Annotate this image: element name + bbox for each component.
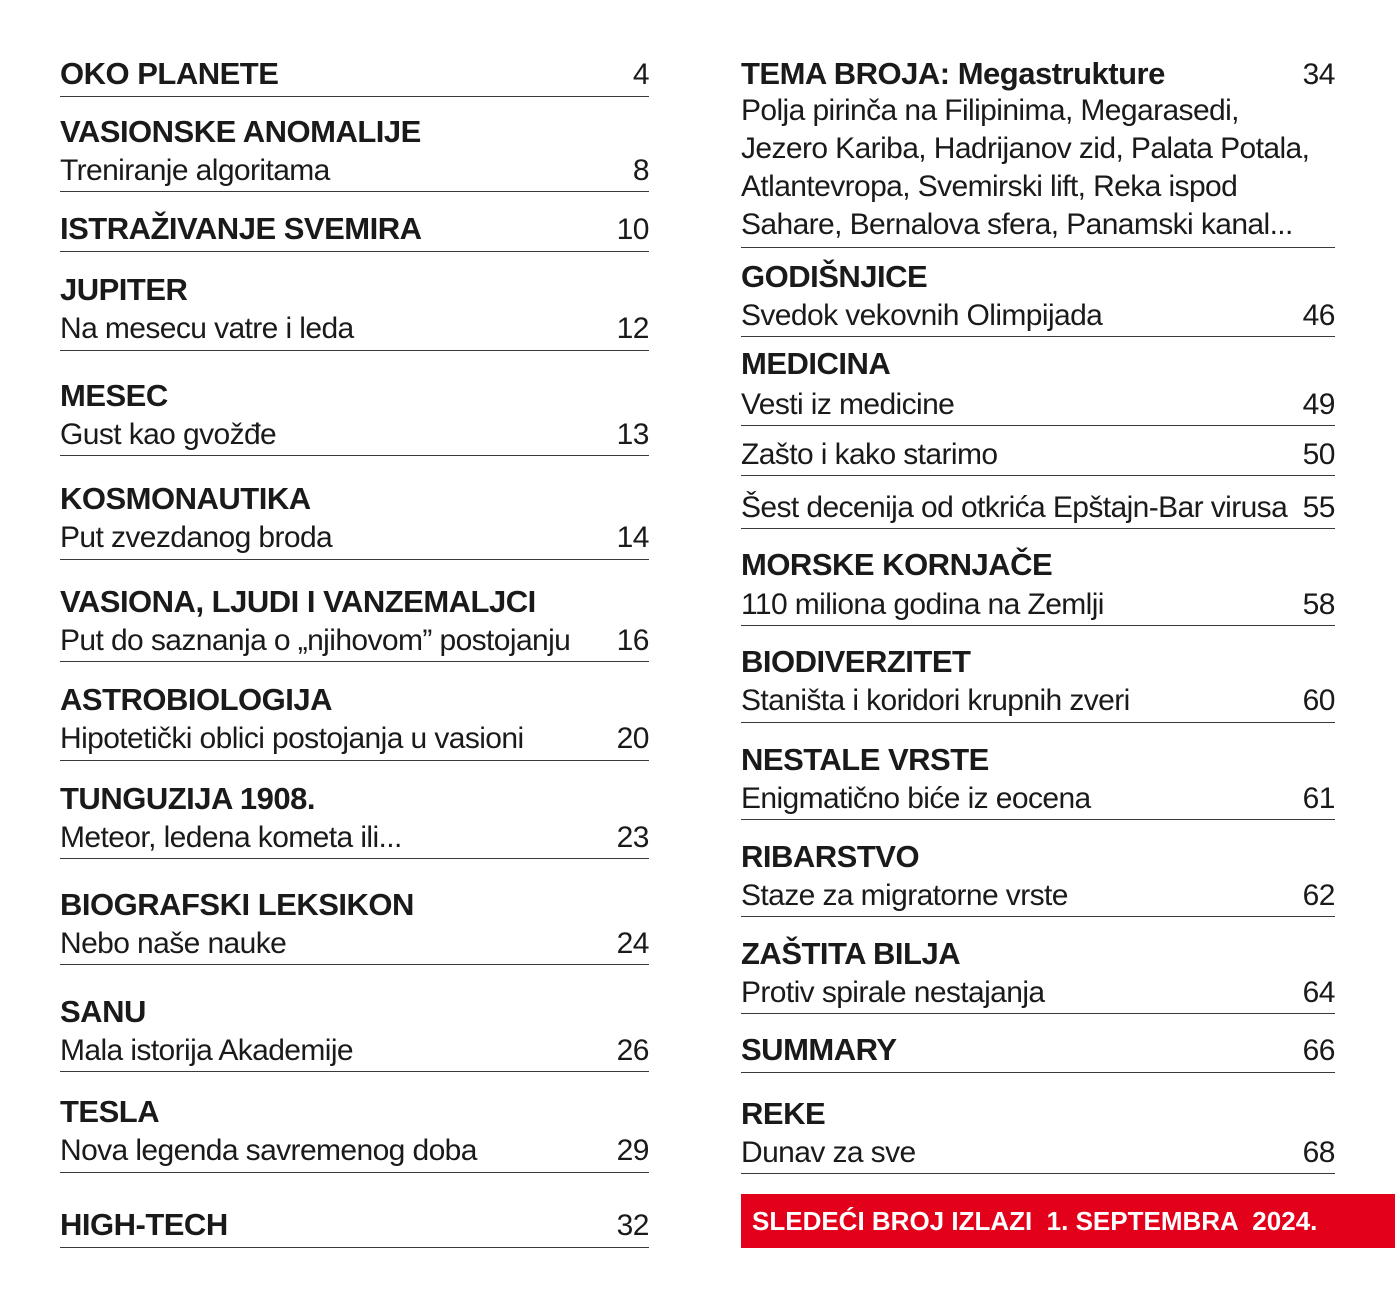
- toc-entry-put-zvezdanog-broda[interactable]: [60, 517, 649, 557]
- section-heading-row: [741, 344, 1335, 384]
- page-number: 29: [616, 1134, 649, 1167]
- section-heading: VASIONSKE ANOMALIJE: [60, 114, 421, 149]
- toc-entry-protiv-spirale[interactable]: [741, 972, 1335, 1012]
- toc-entry-tema-broja[interactable]: [741, 54, 1335, 94]
- page-number: 12: [616, 312, 649, 345]
- page-number: 64: [1302, 976, 1335, 1009]
- toc-entry-meteor-ledena-kometa[interactable]: [60, 817, 649, 857]
- next-issue-text: SLEDEĆI BROJ IZLAZI 1. SEPTEMBRA 2024.: [752, 1206, 1318, 1236]
- page-number: 55: [1302, 491, 1335, 524]
- page-number: 4: [632, 58, 649, 91]
- feature-description-line: Polja pirinča na Filipinima, Megarasedi,: [741, 94, 1239, 127]
- article-title: Protiv spirale nestajanja: [741, 976, 1045, 1009]
- divider: [60, 964, 649, 965]
- toc-entry-stanista-i-koridori[interactable]: [741, 680, 1335, 720]
- feature-description-line: Atlantevropa, Svemirski lift, Reka ispod: [741, 170, 1238, 203]
- article-title: Meteor, ledena kometa ili...: [60, 821, 402, 854]
- divider: [60, 191, 649, 192]
- page-number: 68: [1302, 1136, 1335, 1169]
- divider: [60, 858, 649, 859]
- page-number: 32: [616, 1209, 649, 1242]
- section-heading-row: [60, 992, 649, 1032]
- toc-entry-istrazivanje-svemira[interactable]: [60, 209, 649, 249]
- feature-description-line: Sahare, Bernalova sfera, Panamski kanal...: [741, 208, 1293, 241]
- section-heading: JUPITER: [60, 272, 188, 307]
- page-number: 13: [616, 418, 649, 451]
- section-heading-row: [741, 642, 1335, 682]
- section-heading-row: [741, 934, 1335, 974]
- section-heading: TUNGUZIJA 1908.: [60, 781, 315, 816]
- toc-entry-treniranje-algoritama[interactable]: [60, 150, 649, 190]
- page-number: 8: [632, 154, 649, 187]
- next-issue-banner: [741, 1194, 1395, 1248]
- section-heading-row: [741, 740, 1335, 780]
- article-title: Svedok vekovnih Olimpijada: [741, 299, 1103, 332]
- section-heading: RIBARSTVO: [741, 839, 920, 874]
- toc-entry-enigmaticno-bice[interactable]: [741, 778, 1335, 818]
- divider: [60, 96, 649, 97]
- page-number: 20: [616, 722, 649, 755]
- section-heading: SUMMARY: [741, 1032, 897, 1067]
- section-heading: SANU: [60, 994, 146, 1029]
- article-title: Gust kao gvožđe: [60, 418, 277, 451]
- section-heading: MESEC: [60, 378, 168, 413]
- page-number: 23: [616, 821, 649, 854]
- toc-entry-zasto-i-kako-starimo[interactable]: [741, 434, 1335, 474]
- section-heading: ASTROBIOLOGIJA: [60, 682, 333, 717]
- section-heading-row: [60, 376, 649, 416]
- toc-entry-epstajn-bar-virus[interactable]: [741, 487, 1335, 527]
- page-number: 50: [1302, 438, 1335, 471]
- section-heading-row: [60, 779, 649, 819]
- divider: [60, 559, 649, 560]
- toc-entry-oko-planete[interactable]: [60, 54, 649, 94]
- divider: [60, 251, 649, 252]
- section-heading: TEMA BROJA: Megastrukture: [741, 56, 1165, 91]
- page-number: 24: [616, 927, 649, 960]
- divider: [741, 722, 1335, 723]
- article-title: Treniranje algoritama: [60, 154, 330, 187]
- feature-description-line: Jezero Kariba, Hadrijanov zid, Palata Potala,: [741, 132, 1310, 165]
- divider: [741, 336, 1335, 337]
- section-heading-row: [60, 1092, 649, 1132]
- divider: [60, 1172, 649, 1173]
- section-heading: BIOGRAFSKI LEKSIKON: [60, 887, 414, 922]
- divider: [60, 661, 649, 662]
- page-number: 10: [616, 213, 649, 246]
- divider: [741, 1013, 1335, 1014]
- article-title: Mala istorija Akademije: [60, 1034, 353, 1067]
- divider: [741, 425, 1335, 426]
- section-heading: ZAŠTITA BILJA: [741, 936, 961, 971]
- page-number: 49: [1302, 388, 1335, 421]
- section-heading: NESTALE VRSTE: [741, 742, 989, 777]
- page-number: 26: [616, 1034, 649, 1067]
- toc-entry-dunav-za-sve[interactable]: [741, 1132, 1335, 1172]
- toc-entry-staze-za-migratorne[interactable]: [741, 875, 1335, 915]
- toc-entry-nebo-nase-nauke[interactable]: [60, 923, 649, 963]
- divider: [60, 1247, 649, 1248]
- article-title: Staništa i koridori krupnih zveri: [741, 684, 1130, 717]
- page-number: 66: [1302, 1034, 1335, 1067]
- section-heading: HIGH-TECH: [60, 1207, 228, 1242]
- divider: [741, 528, 1335, 529]
- toc-entry-na-mesecu-vatre[interactable]: [60, 308, 649, 348]
- divider: [741, 1072, 1335, 1073]
- section-heading-row: [60, 885, 649, 925]
- section-heading-row: [60, 270, 649, 310]
- section-heading: BIODIVERZITET: [741, 644, 971, 679]
- page-number: 61: [1302, 782, 1335, 815]
- divider: [741, 475, 1335, 476]
- article-title: Staze za migratorne vrste: [741, 879, 1068, 912]
- toc-entry-high-tech[interactable]: [60, 1205, 649, 1245]
- section-heading: MEDICINA: [741, 346, 891, 381]
- divider: [60, 1071, 649, 1072]
- section-heading: TESLA: [60, 1094, 160, 1129]
- article-title: 110 miliona godina na Zemlji: [741, 588, 1104, 621]
- article-title: Hipotetički oblici postojanja u vasioni: [60, 722, 524, 755]
- page-number: 62: [1302, 879, 1335, 912]
- toc-entry-vesti-iz-medicine[interactable]: [741, 384, 1335, 424]
- section-heading-row: [60, 479, 649, 519]
- divider: [741, 625, 1335, 626]
- article-title: Nova legenda savremenog doba: [60, 1134, 477, 1167]
- article-title: Šest decenija od otkrića Epštajn-Bar virusa: [741, 491, 1288, 524]
- section-heading: MORSKE KORNJAČE: [741, 547, 1053, 582]
- divider: [741, 916, 1335, 917]
- section-heading: ISTRAŽIVANJE SVEMIRA: [60, 211, 422, 246]
- toc-entry-110-miliona-godina[interactable]: [741, 584, 1335, 624]
- page-number: 58: [1302, 588, 1335, 621]
- page-number: 46: [1302, 299, 1335, 332]
- section-heading: KOSMONAUTIKA: [60, 481, 311, 516]
- divider: [741, 247, 1335, 248]
- toc-entry-put-do-saznanja[interactable]: [60, 620, 649, 660]
- section-heading: VASIONA, LJUDI I VANZEMALJCI: [60, 584, 536, 619]
- section-heading-row: [60, 582, 649, 622]
- section-heading: GODIŠNJICE: [741, 259, 928, 294]
- section-heading-row: [741, 1094, 1335, 1134]
- toc-entry-mala-istorija-akademije[interactable]: [60, 1030, 649, 1070]
- divider: [741, 819, 1335, 820]
- toc-entry-hipoteticki-oblici[interactable]: [60, 718, 649, 758]
- page-number: 14: [616, 521, 649, 554]
- toc-entry-gust-kao-gvozdje[interactable]: [60, 414, 649, 454]
- section-heading-row: [741, 257, 1335, 297]
- page-number: 16: [616, 624, 649, 657]
- article-title: Zašto i kako starimo: [741, 438, 998, 471]
- section-heading-row: [60, 112, 649, 152]
- divider: [60, 760, 649, 761]
- article-title: Nebo naše nauke: [60, 927, 287, 960]
- toc-entry-svedok-vekovnih-olimpijada[interactable]: [741, 295, 1335, 335]
- article-title: Put zvezdanog broda: [60, 521, 333, 554]
- section-heading-row: [741, 837, 1335, 877]
- section-heading-row: [60, 680, 649, 720]
- page-number: 34: [1302, 58, 1335, 91]
- section-heading: OKO PLANETE: [60, 56, 279, 91]
- article-title: Na mesecu vatre i leda: [60, 312, 354, 345]
- article-title: Vesti iz medicine: [741, 388, 955, 421]
- section-heading-row: [741, 545, 1335, 585]
- divider: [60, 455, 649, 456]
- article-title: Enigmatično biće iz eocena: [741, 782, 1091, 815]
- article-title: Dunav za sve: [741, 1136, 916, 1169]
- toc-entry-nova-legenda[interactable]: [60, 1130, 649, 1170]
- page-number: 60: [1302, 684, 1335, 717]
- divider: [60, 350, 649, 351]
- section-heading: REKE: [741, 1096, 826, 1131]
- article-title: Put do saznanja o „njihovom” postojanju: [60, 624, 571, 657]
- toc-entry-summary[interactable]: [741, 1030, 1335, 1070]
- divider: [741, 1173, 1335, 1174]
